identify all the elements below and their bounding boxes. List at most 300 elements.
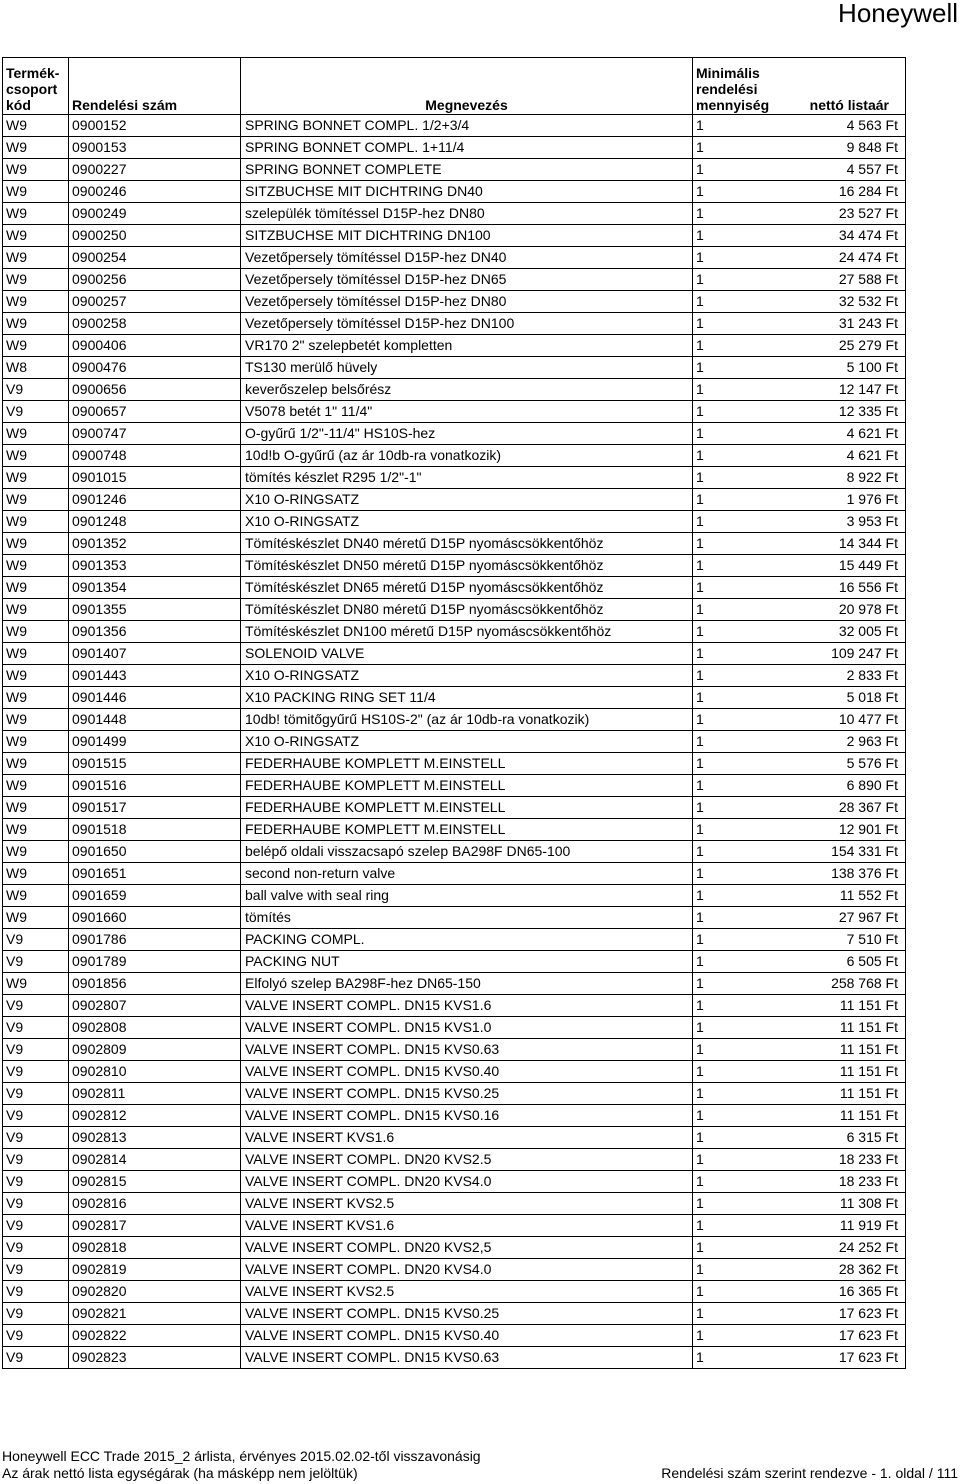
table-row [3, 1171, 906, 1193]
cell-order-number: 0900656 [69, 379, 241, 401]
cell-min-qty: 1 [693, 885, 793, 907]
cell-net-price: 14 344 Ft [793, 533, 906, 555]
cell-net-price: 15 449 Ft [793, 555, 906, 577]
cell-min-qty: 1 [693, 797, 793, 819]
cell-net-price: 16 556 Ft [793, 577, 906, 599]
cell-name: Tömítéskészlet DN100 méretű D15P nyomáscsökkentőhöz [241, 621, 693, 643]
table-row [3, 621, 906, 643]
cell-net-price: 5 100 Ft [793, 357, 906, 379]
table-row [3, 577, 906, 599]
cell-min-qty: 1 [693, 709, 793, 731]
cell-name: PACKING COMPL. [241, 929, 693, 951]
table-row [3, 1325, 906, 1347]
cell-order-number: 0901446 [69, 687, 241, 709]
footer-validity: Honeywell ECC Trade 2015_2 árlista, érvényes 2015.02.02-től visszavonásig [2, 1448, 481, 1464]
cell-name: Vezetőpersely tömítéssel D15P-hez DN100 [241, 313, 693, 335]
cell-order-number: 0900747 [69, 423, 241, 445]
cell-group-code: W9 [3, 973, 69, 995]
footer [2, 1448, 958, 1482]
cell-min-qty: 1 [693, 731, 793, 753]
cell-order-number: 0902814 [69, 1149, 241, 1171]
cell-order-number: 0902816 [69, 1193, 241, 1215]
cell-name: VALVE INSERT COMPL. DN15 KVS0.63 [241, 1347, 693, 1369]
cell-net-price: 5 018 Ft [793, 687, 906, 709]
cell-group-code: W9 [3, 643, 69, 665]
cell-group-code: W9 [3, 181, 69, 203]
cell-group-code: V9 [3, 1017, 69, 1039]
table-row [3, 1017, 906, 1039]
table-row [3, 379, 906, 401]
cell-net-price: 12 335 Ft [793, 401, 906, 423]
cell-group-code: V9 [3, 1347, 69, 1369]
cell-net-price: 27 967 Ft [793, 907, 906, 929]
cell-min-qty: 1 [693, 533, 793, 555]
cell-group-code: W9 [3, 313, 69, 335]
cell-order-number: 0900657 [69, 401, 241, 423]
cell-group-code: V9 [3, 379, 69, 401]
table-row [3, 291, 906, 313]
table-row [3, 775, 906, 797]
cell-min-qty: 1 [693, 1281, 793, 1303]
cell-order-number: 0901518 [69, 819, 241, 841]
cell-net-price: 11 151 Ft [793, 1061, 906, 1083]
cell-min-qty: 1 [693, 137, 793, 159]
cell-group-code: W9 [3, 225, 69, 247]
cell-name: ball valve with seal ring [241, 885, 693, 907]
cell-name: VALVE INSERT COMPL. DN15 KVS0.16 [241, 1105, 693, 1127]
cell-min-qty: 1 [693, 577, 793, 599]
table-row [3, 753, 906, 775]
cell-order-number: 0900254 [69, 247, 241, 269]
cell-name: VALVE INSERT KVS2.5 [241, 1281, 693, 1303]
cell-net-price: 18 233 Ft [793, 1149, 906, 1171]
cell-name: VALVE INSERT KVS1.6 [241, 1215, 693, 1237]
table-row [3, 687, 906, 709]
cell-min-qty: 1 [693, 1083, 793, 1105]
cell-group-code: V9 [3, 995, 69, 1017]
cell-min-qty: 1 [693, 1215, 793, 1237]
table-row [3, 401, 906, 423]
cell-min-qty: 1 [693, 665, 793, 687]
table-row [3, 1105, 906, 1127]
cell-order-number: 0901786 [69, 929, 241, 951]
cell-net-price: 8 922 Ft [793, 467, 906, 489]
cell-order-number: 0902809 [69, 1039, 241, 1061]
table-row [3, 357, 906, 379]
table-row [3, 973, 906, 995]
header-min-qty: Minimális rendelési mennyiség [693, 58, 793, 115]
cell-name: X10 O-RINGSATZ [241, 731, 693, 753]
cell-group-code: W9 [3, 797, 69, 819]
cell-group-code: W9 [3, 335, 69, 357]
cell-net-price: 1 976 Ft [793, 489, 906, 511]
cell-net-price: 2 833 Ft [793, 665, 906, 687]
cell-name: TS130 merülő hüvely [241, 357, 693, 379]
table-row [3, 885, 906, 907]
cell-order-number: 0902815 [69, 1171, 241, 1193]
cell-net-price: 11 552 Ft [793, 885, 906, 907]
cell-net-price: 16 365 Ft [793, 1281, 906, 1303]
cell-net-price: 11 308 Ft [793, 1193, 906, 1215]
cell-order-number: 0901499 [69, 731, 241, 753]
cell-group-code: W9 [3, 247, 69, 269]
cell-group-code: V9 [3, 1039, 69, 1061]
cell-group-code: V9 [3, 951, 69, 973]
cell-min-qty: 1 [693, 1105, 793, 1127]
cell-net-price: 32 532 Ft [793, 291, 906, 313]
cell-min-qty: 1 [693, 951, 793, 973]
cell-min-qty: 1 [693, 225, 793, 247]
cell-net-price: 12 901 Ft [793, 819, 906, 841]
cell-net-price: 16 284 Ft [793, 181, 906, 203]
cell-order-number: 0900257 [69, 291, 241, 313]
cell-min-qty: 1 [693, 115, 793, 137]
cell-net-price: 34 474 Ft [793, 225, 906, 247]
cell-name: VALVE INSERT KVS1.6 [241, 1127, 693, 1149]
cell-net-price: 6 890 Ft [793, 775, 906, 797]
cell-min-qty: 1 [693, 379, 793, 401]
cell-name: Elfolyó szelep BA298F-hez DN65-150 [241, 973, 693, 995]
cell-order-number: 0902811 [69, 1083, 241, 1105]
cell-min-qty: 1 [693, 995, 793, 1017]
cell-order-number: 0901355 [69, 599, 241, 621]
cell-net-price: 24 474 Ft [793, 247, 906, 269]
cell-net-price: 28 362 Ft [793, 1259, 906, 1281]
cell-name: FEDERHAUBE KOMPLETT M.EINSTELL [241, 775, 693, 797]
cell-group-code: V9 [3, 401, 69, 423]
cell-net-price: 258 768 Ft [793, 973, 906, 995]
cell-order-number: 0900246 [69, 181, 241, 203]
cell-name: belépő oldali visszacsapó szelep BA298F DN65-100 [241, 841, 693, 863]
cell-min-qty: 1 [693, 599, 793, 621]
cell-name: PACKING NUT [241, 951, 693, 973]
cell-group-code: V9 [3, 1105, 69, 1127]
header-order-number: Rendelési szám [69, 58, 241, 115]
cell-order-number: 0900258 [69, 313, 241, 335]
cell-group-code: W9 [3, 599, 69, 621]
table-row [3, 995, 906, 1017]
table-row [3, 1215, 906, 1237]
cell-net-price: 4 563 Ft [793, 115, 906, 137]
table-row [3, 269, 906, 291]
cell-name: VALVE INSERT COMPL. DN20 KVS4.0 [241, 1171, 693, 1193]
table-row [3, 1193, 906, 1215]
cell-name: VALVE INSERT COMPL. DN15 KVS0.40 [241, 1061, 693, 1083]
cell-order-number: 0900748 [69, 445, 241, 467]
cell-min-qty: 1 [693, 643, 793, 665]
cell-net-price: 32 005 Ft [793, 621, 906, 643]
cell-order-number: 0900476 [69, 357, 241, 379]
table-row [3, 1237, 906, 1259]
cell-name: VALVE INSERT COMPL. DN15 KVS1.0 [241, 1017, 693, 1039]
cell-net-price: 4 621 Ft [793, 445, 906, 467]
cell-net-price: 28 367 Ft [793, 797, 906, 819]
cell-min-qty: 1 [693, 863, 793, 885]
cell-name: VALVE INSERT COMPL. DN20 KVS2.5 [241, 1149, 693, 1171]
cell-name: Vezetőpersely tömítéssel D15P-hez DN80 [241, 291, 693, 313]
cell-net-price: 11 151 Ft [793, 1039, 906, 1061]
cell-order-number: 0901246 [69, 489, 241, 511]
table-row [3, 1303, 906, 1325]
cell-net-price: 11 151 Ft [793, 1017, 906, 1039]
cell-order-number: 0901659 [69, 885, 241, 907]
cell-group-code: W9 [3, 709, 69, 731]
cell-name: VALVE INSERT COMPL. DN15 KVS0.25 [241, 1303, 693, 1325]
cell-group-code: W9 [3, 775, 69, 797]
cell-net-price: 31 243 Ft [793, 313, 906, 335]
table-row [3, 665, 906, 687]
cell-net-price: 7 510 Ft [793, 929, 906, 951]
cell-group-code: W9 [3, 555, 69, 577]
cell-group-code: W9 [3, 445, 69, 467]
cell-order-number: 0902808 [69, 1017, 241, 1039]
cell-min-qty: 1 [693, 511, 793, 533]
cell-name: SPRING BONNET COMPL. 1/2+3/4 [241, 115, 693, 137]
table-row [3, 467, 906, 489]
cell-name: VALVE INSERT COMPL. DN15 KVS1.6 [241, 995, 693, 1017]
cell-group-code: V9 [3, 1303, 69, 1325]
cell-order-number: 0902820 [69, 1281, 241, 1303]
cell-name: Tömítéskészlet DN40 méretű D15P nyomáscsökkentőhöz [241, 533, 693, 555]
cell-net-price: 2 963 Ft [793, 731, 906, 753]
cell-group-code: W9 [3, 511, 69, 533]
table-row [3, 951, 906, 973]
cell-min-qty: 1 [693, 775, 793, 797]
cell-order-number: 0902812 [69, 1105, 241, 1127]
cell-order-number: 0901516 [69, 775, 241, 797]
header-name: Megnevezés [241, 58, 693, 115]
cell-order-number: 0901651 [69, 863, 241, 885]
cell-name: X10 PACKING RING SET 11/4 [241, 687, 693, 709]
cell-name: VR170 2" szelepbetét kompletten [241, 335, 693, 357]
cell-group-code: V9 [3, 1215, 69, 1237]
cell-group-code: W9 [3, 819, 69, 841]
cell-group-code: W9 [3, 907, 69, 929]
cell-name: X10 O-RINGSATZ [241, 665, 693, 687]
table-row [3, 137, 906, 159]
cell-order-number: 0901789 [69, 951, 241, 973]
cell-min-qty: 1 [693, 489, 793, 511]
header-net-price: nettó listaár [793, 58, 906, 115]
cell-name: X10 O-RINGSATZ [241, 489, 693, 511]
cell-net-price: 6 315 Ft [793, 1127, 906, 1149]
cell-min-qty: 1 [693, 1259, 793, 1281]
cell-net-price: 109 247 Ft [793, 643, 906, 665]
cell-name: VALVE INSERT COMPL. DN15 KVS0.25 [241, 1083, 693, 1105]
cell-name: Tömítéskészlet DN50 méretű D15P nyomáscsökkentőhöz [241, 555, 693, 577]
cell-name: FEDERHAUBE KOMPLETT M.EINSTELL [241, 819, 693, 841]
cell-group-code: V9 [3, 1259, 69, 1281]
cell-min-qty: 1 [693, 1237, 793, 1259]
table-row [3, 511, 906, 533]
table-row [3, 1347, 906, 1369]
cell-min-qty: 1 [693, 1303, 793, 1325]
cell-name: Vezetőpersely tömítéssel D15P-hez DN65 [241, 269, 693, 291]
table-row [3, 1083, 906, 1105]
cell-group-code: W9 [3, 885, 69, 907]
cell-order-number: 0901407 [69, 643, 241, 665]
cell-order-number: 0900406 [69, 335, 241, 357]
cell-order-number: 0901248 [69, 511, 241, 533]
table-row [3, 863, 906, 885]
cell-min-qty: 1 [693, 1061, 793, 1083]
cell-group-code: W8 [3, 357, 69, 379]
table-row [3, 1259, 906, 1281]
table-row [3, 181, 906, 203]
cell-order-number: 0901352 [69, 533, 241, 555]
cell-net-price: 11 151 Ft [793, 1083, 906, 1105]
cell-order-number: 0900256 [69, 269, 241, 291]
cell-min-qty: 1 [693, 335, 793, 357]
table-row [3, 643, 906, 665]
cell-min-qty: 1 [693, 1127, 793, 1149]
cell-group-code: W9 [3, 269, 69, 291]
cell-order-number: 0902817 [69, 1215, 241, 1237]
cell-order-number: 0901354 [69, 577, 241, 599]
cell-group-code: W9 [3, 665, 69, 687]
cell-net-price: 11 151 Ft [793, 995, 906, 1017]
cell-group-code: W9 [3, 863, 69, 885]
cell-net-price: 154 331 Ft [793, 841, 906, 863]
cell-group-code: W9 [3, 159, 69, 181]
table-row [3, 555, 906, 577]
table-row [3, 929, 906, 951]
table-row [3, 1061, 906, 1083]
cell-min-qty: 1 [693, 973, 793, 995]
cell-net-price: 4 557 Ft [793, 159, 906, 181]
cell-min-qty: 1 [693, 203, 793, 225]
table-row [3, 1127, 906, 1149]
cell-min-qty: 1 [693, 1171, 793, 1193]
cell-net-price: 10 477 Ft [793, 709, 906, 731]
cell-net-price: 5 576 Ft [793, 753, 906, 775]
table-row [3, 1039, 906, 1061]
cell-min-qty: 1 [693, 753, 793, 775]
cell-order-number: 0900152 [69, 115, 241, 137]
cell-min-qty: 1 [693, 907, 793, 929]
cell-min-qty: 1 [693, 1017, 793, 1039]
table-row [3, 709, 906, 731]
cell-group-code: W9 [3, 467, 69, 489]
cell-min-qty: 1 [693, 423, 793, 445]
cell-group-code: W9 [3, 489, 69, 511]
cell-net-price: 11 151 Ft [793, 1105, 906, 1127]
table-row [3, 115, 906, 137]
cell-group-code: W9 [3, 533, 69, 555]
cell-name: Vezetőpersely tömítéssel D15P-hez DN40 [241, 247, 693, 269]
table-row [3, 203, 906, 225]
table-row [3, 533, 906, 555]
cell-group-code: V9 [3, 1237, 69, 1259]
cell-group-code: W9 [3, 137, 69, 159]
cell-min-qty: 1 [693, 555, 793, 577]
cell-order-number: 0901856 [69, 973, 241, 995]
table-row [3, 907, 906, 929]
cell-min-qty: 1 [693, 687, 793, 709]
cell-net-price: 23 527 Ft [793, 203, 906, 225]
header-group-code: Termék- csoport kód [3, 58, 69, 115]
cell-name: SOLENOID VALVE [241, 643, 693, 665]
cell-order-number: 0902823 [69, 1347, 241, 1369]
cell-name: Tömítéskészlet DN65 méretű D15P nyomáscsökkentőhöz [241, 577, 693, 599]
table-row [3, 797, 906, 819]
cell-name: SITZBUCHSE MIT DICHTRING DN100 [241, 225, 693, 247]
cell-name: FEDERHAUBE KOMPLETT M.EINSTELL [241, 797, 693, 819]
cell-net-price: 12 147 Ft [793, 379, 906, 401]
cell-order-number: 0902810 [69, 1061, 241, 1083]
table-row [3, 247, 906, 269]
cell-group-code: W9 [3, 841, 69, 863]
cell-order-number: 0901650 [69, 841, 241, 863]
cell-name: tömítés [241, 907, 693, 929]
cell-order-number: 0900249 [69, 203, 241, 225]
cell-min-qty: 1 [693, 313, 793, 335]
cell-min-qty: 1 [693, 1039, 793, 1061]
cell-name: keverőszelep belsőrész [241, 379, 693, 401]
cell-name: VALVE INSERT COMPL. DN20 KVS4.0 [241, 1259, 693, 1281]
cell-group-code: W9 [3, 621, 69, 643]
table-header-row [3, 58, 906, 115]
cell-name: VALVE INSERT COMPL. DN15 KVS0.40 [241, 1325, 693, 1347]
cell-net-price: 4 621 Ft [793, 423, 906, 445]
cell-min-qty: 1 [693, 841, 793, 863]
cell-name: X10 O-RINGSATZ [241, 511, 693, 533]
cell-order-number: 0902819 [69, 1259, 241, 1281]
cell-order-number: 0900153 [69, 137, 241, 159]
cell-name: SPRING BONNET COMPL. 1+11/4 [241, 137, 693, 159]
cell-net-price: 138 376 Ft [793, 863, 906, 885]
table-row [3, 841, 906, 863]
cell-net-price: 17 623 Ft [793, 1303, 906, 1325]
cell-name: tömítés készlet R295 1/2"-1" [241, 467, 693, 489]
cell-name: second non-return valve [241, 863, 693, 885]
table-row [3, 335, 906, 357]
cell-net-price: 24 252 Ft [793, 1237, 906, 1259]
cell-name: SITZBUCHSE MIT DICHTRING DN40 [241, 181, 693, 203]
brand-logo-text: Honeywell [838, 0, 958, 28]
cell-min-qty: 1 [693, 269, 793, 291]
cell-min-qty: 1 [693, 621, 793, 643]
cell-min-qty: 1 [693, 159, 793, 181]
cell-group-code: W9 [3, 577, 69, 599]
cell-name: VALVE INSERT KVS2.5 [241, 1193, 693, 1215]
table-row [3, 225, 906, 247]
cell-min-qty: 1 [693, 401, 793, 423]
cell-name: O-gyűrű 1/2"-11/4" HS10S-hez [241, 423, 693, 445]
cell-group-code: V9 [3, 1193, 69, 1215]
cell-group-code: W9 [3, 687, 69, 709]
table-row [3, 313, 906, 335]
table-row [3, 445, 906, 467]
cell-order-number: 0902821 [69, 1303, 241, 1325]
cell-order-number: 0901356 [69, 621, 241, 643]
cell-net-price: 6 505 Ft [793, 951, 906, 973]
cell-group-code: W9 [3, 291, 69, 313]
cell-name: 10d!b O-gyűrű (az ár 10db-ra vonatkozik) [241, 445, 693, 467]
cell-net-price: 27 588 Ft [793, 269, 906, 291]
cell-order-number: 0901448 [69, 709, 241, 731]
table-row [3, 819, 906, 841]
cell-net-price: 9 848 Ft [793, 137, 906, 159]
cell-name: V5078 betét 1" 11/4" [241, 401, 693, 423]
cell-net-price: 11 919 Ft [793, 1215, 906, 1237]
cell-group-code: V9 [3, 1061, 69, 1083]
cell-group-code: W9 [3, 731, 69, 753]
cell-min-qty: 1 [693, 357, 793, 379]
cell-min-qty: 1 [693, 445, 793, 467]
table-row [3, 1149, 906, 1171]
cell-name: SPRING BONNET COMPLETE [241, 159, 693, 181]
